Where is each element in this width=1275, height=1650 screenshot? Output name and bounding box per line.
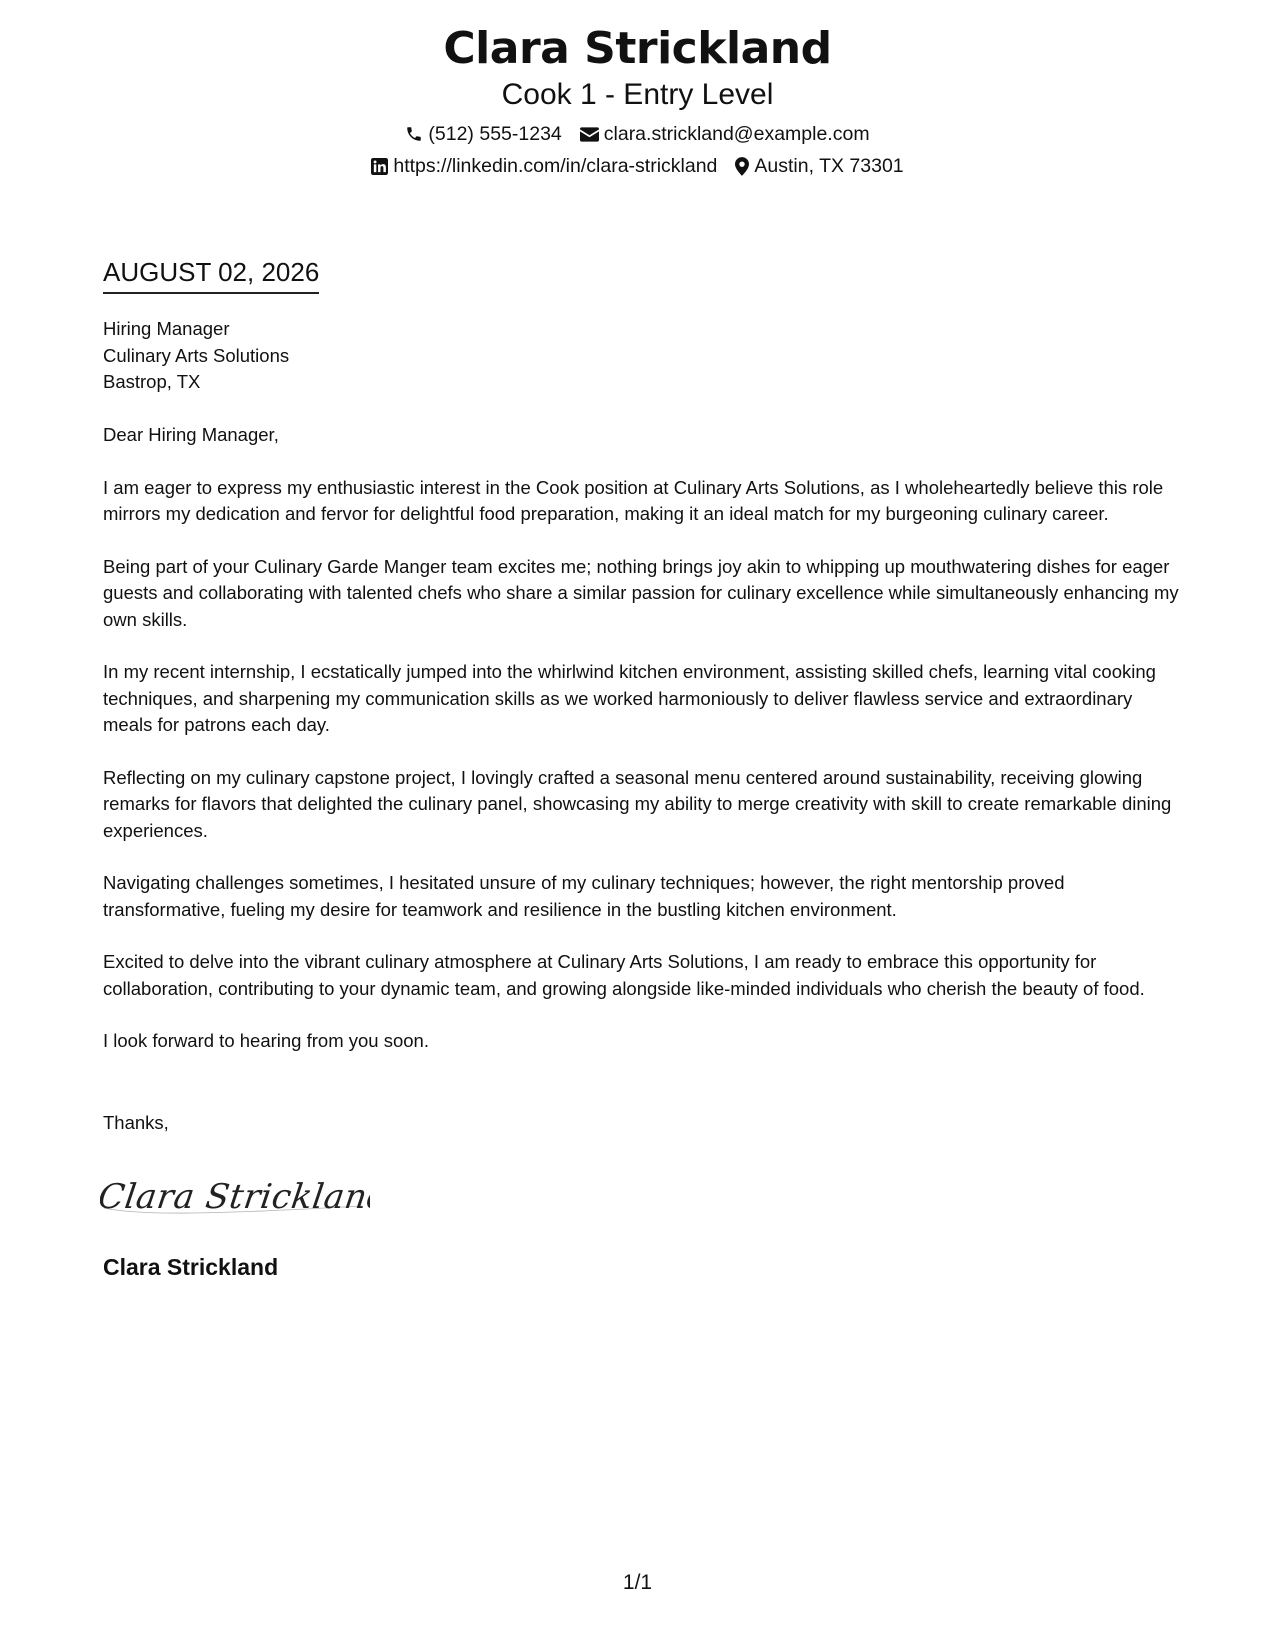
- contact-phone: [405, 122, 561, 146]
- phone-icon: [405, 125, 423, 143]
- recipient-block: [103, 316, 289, 396]
- handwritten-signature: [100, 1172, 370, 1227]
- applicant-name: Clara Strickland: [443, 23, 832, 74]
- linkedin-icon: [371, 158, 388, 175]
- svg-text:Clara Strickland: Clara Strickland: [100, 1177, 370, 1217]
- contact-line-primary: [0, 122, 1275, 146]
- map-pin-icon: [735, 157, 749, 176]
- email-text: clara.strickland@example.com: [603, 123, 870, 145]
- location-text: Austin, TX 73301: [754, 155, 904, 177]
- body-paragraph: Excited to delve into the vibrant culinary atmosphere at Culinary Arts Solutions, I am ready to embrace this opportunity for collaboration, contributing to your dynamic team, and growing alongside like-minded individuals who cherish the beauty of food.: [103, 951, 1145, 999]
- contact-linkedin: [371, 154, 717, 178]
- body-paragraph: Navigating challenges sometimes, I hesitated unsure of my culinary techniques; however, the right mentorship proved transformative, fueling my desire for teamwork and resilience in the bustling kitchen environment.: [103, 872, 1065, 920]
- letter-date: AUGUST 02, 2026: [103, 256, 319, 294]
- letter-body: [103, 422, 1183, 1081]
- recipient-company: Culinary Arts Solutions: [103, 344, 290, 366]
- body-paragraph: I am eager to express my enthusiastic interest in the Cook position at Culinary Arts Solutions, as I wholeheartedly believe this role mirrors my dedication and fervor for delightful food preparation, making it an ideal match for my burgeoning culinary career.: [103, 476, 1164, 524]
- applicant-role: Cook 1 - Entry Level: [501, 78, 774, 111]
- signer-name: Clara Strickland: [103, 1254, 279, 1280]
- letter-header: [0, 22, 1275, 178]
- phone-text: (512) 555-1234: [428, 123, 562, 145]
- contact-line-secondary: [0, 154, 1275, 178]
- body-paragraph: Being part of your Culinary Garde Manger team excites me; nothing brings joy akin to whipping up mouthwatering dishes for eager guests and collaborating with talented chefs who share a similar passion for culinary excellence while simultaneously enhancing my own skills.: [103, 555, 1179, 630]
- contact-location: [735, 154, 903, 178]
- recipient-location: Bastrop, TX: [103, 371, 201, 392]
- closing: Thanks,: [103, 1112, 169, 1133]
- body-paragraph: In my recent internship, I ecstatically jumped into the whirlwind kitchen environment, assisting skilled chefs, learning vital cooking techniques, and sharpening my communication skills as we worked harmoniously to deliver flawless service and extraordinary meals for patrons each day.: [103, 661, 1156, 735]
- body-paragraph: I look forward to hearing from you soon.: [103, 1030, 429, 1051]
- linkedin-text: https://linkedin.com/in/clara-strickland: [393, 155, 718, 177]
- page-number: 1/1: [622, 1571, 653, 1594]
- envelope-icon: [580, 127, 599, 142]
- salutation: Dear Hiring Manager,: [103, 424, 279, 445]
- contact-email: [580, 122, 870, 146]
- recipient-title: Hiring Manager: [103, 318, 230, 339]
- body-paragraph: Reflecting on my culinary capstone project, I lovingly crafted a seasonal menu centered around sustainability, receiving glowing remarks for flavors that delighted the culinary panel, showcasing my ability to merge creativity with skill to create remarkable dining experiences.: [103, 766, 1172, 841]
